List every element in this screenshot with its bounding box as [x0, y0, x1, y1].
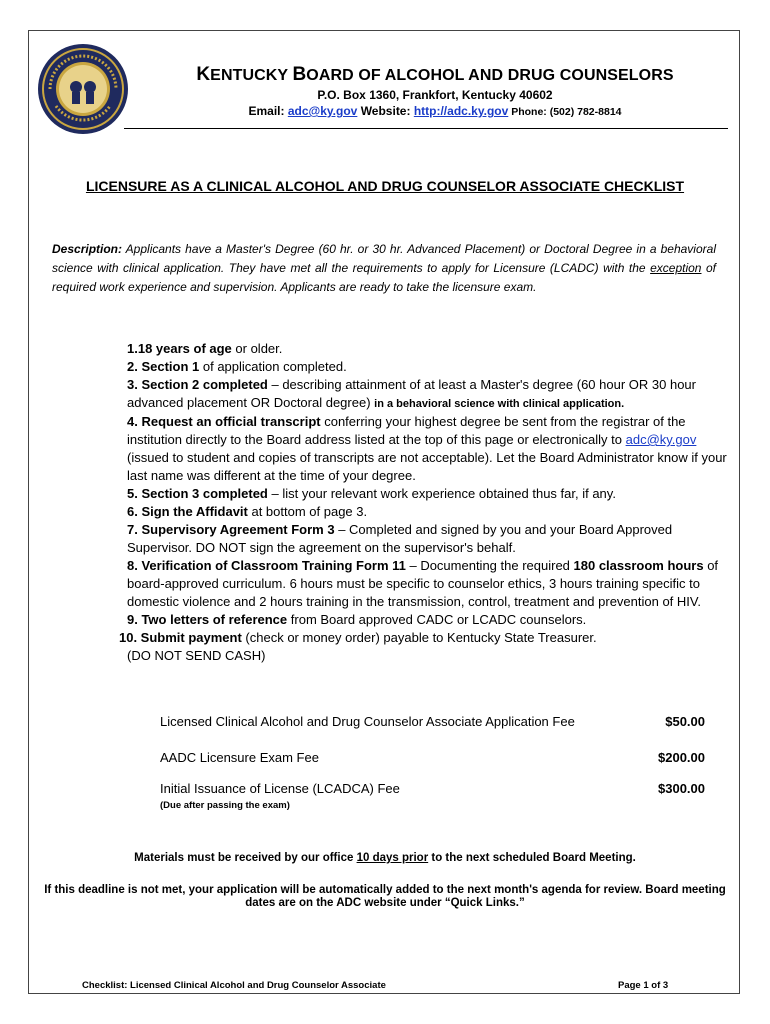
- checklist-item: 1.18 years of age or older.: [127, 341, 283, 356]
- checklist-item: 9. Two letters of reference from Board approved CADC or LCADC counselors.: [127, 612, 587, 627]
- fee-row: [160, 781, 705, 796]
- checklist-item: 4. Request an official transcript conferring your highest degree be sent from the registrar of the institution directly to the Board address listed at the top of this page or electronically to adc@ky.gov (issued to student and copies of transcripts are not acceptable). Let the Board Administrator know if your last name was different at the time of your degree.: [127, 414, 727, 483]
- checklist-item: 3. Section 2 completed – describing attainment of at least a Master's degree (60 hour OR 30 hour advanced placement OR Doctoral degree) in a behavioral science with clinical application.: [127, 377, 696, 410]
- page-number: Page 1 of 3: [618, 980, 669, 991]
- page-title: LICENSURE AS A CLINICAL ALCOHOL AND DRUG COUNSELOR ASSOCIATE CHECKLIST: [85, 178, 685, 194]
- board-title: KENTUCKY BOARD OF ALCOHOL AND DRUG COUNSELORS: [196, 64, 674, 85]
- deadline-notice: Materials must be received by our office 10 days prior to the next scheduled Board Meeting.: [134, 852, 636, 864]
- transcript-email-link[interactable]: adc@ky.gov: [625, 432, 697, 447]
- checklist-item: 7. Supervisory Agreement Form 3 – Completed and signed by you and your Board Approved Supervisor. DO NOT sign the agreement on the supervisor's behalf.: [127, 522, 673, 555]
- phone-number: Phone: (502) 782-8814: [508, 106, 622, 118]
- fee-amount: $300.00: [658, 781, 705, 796]
- header-divider: [124, 128, 728, 129]
- fee-amount: $200.00: [658, 750, 705, 765]
- website-link[interactable]: http://adc.ky.gov: [413, 104, 509, 118]
- fee-row: [160, 714, 705, 729]
- checklist-item: 2. Section 1 of application completed.: [127, 359, 347, 374]
- fee-label: Licensed Clinical Alcohol and Drug Counselor Associate Application Fee: [160, 714, 575, 729]
- fee-amount: $50.00: [665, 714, 705, 729]
- checklist: [119, 340, 735, 665]
- fee-label: Initial Issuance of License (LCADCA) Fee: [160, 781, 400, 796]
- description: Description: Applicants have a Master's Degree (60 hr. or 30 hr. Advanced Placement) or Doctoral Degree in a behavioral science with clinical application. They have met all the requirements to apply for Licensure (LCADC) with the exception of required work experience and supervision. Applicants are ready to take the licensure exam.: [52, 242, 716, 294]
- fee-note: (Due after passing the exam): [160, 800, 290, 811]
- deadline-warning: If this deadline is not met, your application will be automatically added to the next month's agenda for review. Board meeting dates are on the ADC website under “Quick Links.”: [44, 884, 726, 909]
- fee-row: [160, 750, 705, 765]
- checklist-item: 8. Verification of Classroom Training Form 11 – Documenting the required 180 classroom hours of board-approved curriculum. 6 hours must be specific to counselor ethics, 3 hours training specific to domestic violence and 2 hours training in the transmission, control, treatment and prevention of HIV.: [127, 558, 719, 609]
- checklist-item: 6. Sign the Affidavit at bottom of page 3.: [127, 504, 368, 519]
- board-address: P.O. Box 1360, Frankfort, Kentucky 40602: [317, 88, 553, 102]
- footer-title: Checklist: Licensed Clinical Alcohol and Drug Counselor Associate: [82, 980, 386, 991]
- board-contact: Email: adc@ky.gov Website: http://adc.ky.gov Phone: (502) 782-8814: [248, 104, 622, 118]
- fee-label: AADC Licensure Exam Fee: [160, 750, 319, 765]
- kentucky-seal-logo: [36, 42, 130, 136]
- email-link[interactable]: adc@ky.gov: [287, 104, 358, 118]
- checklist-item: 5. Section 3 completed – list your relevant work experience obtained thus far, if any.: [127, 486, 616, 501]
- checklist-item: 10. Submit payment (check or money order) payable to Kentucky State Treasurer. (DO NOT SEND CASH): [119, 630, 597, 663]
